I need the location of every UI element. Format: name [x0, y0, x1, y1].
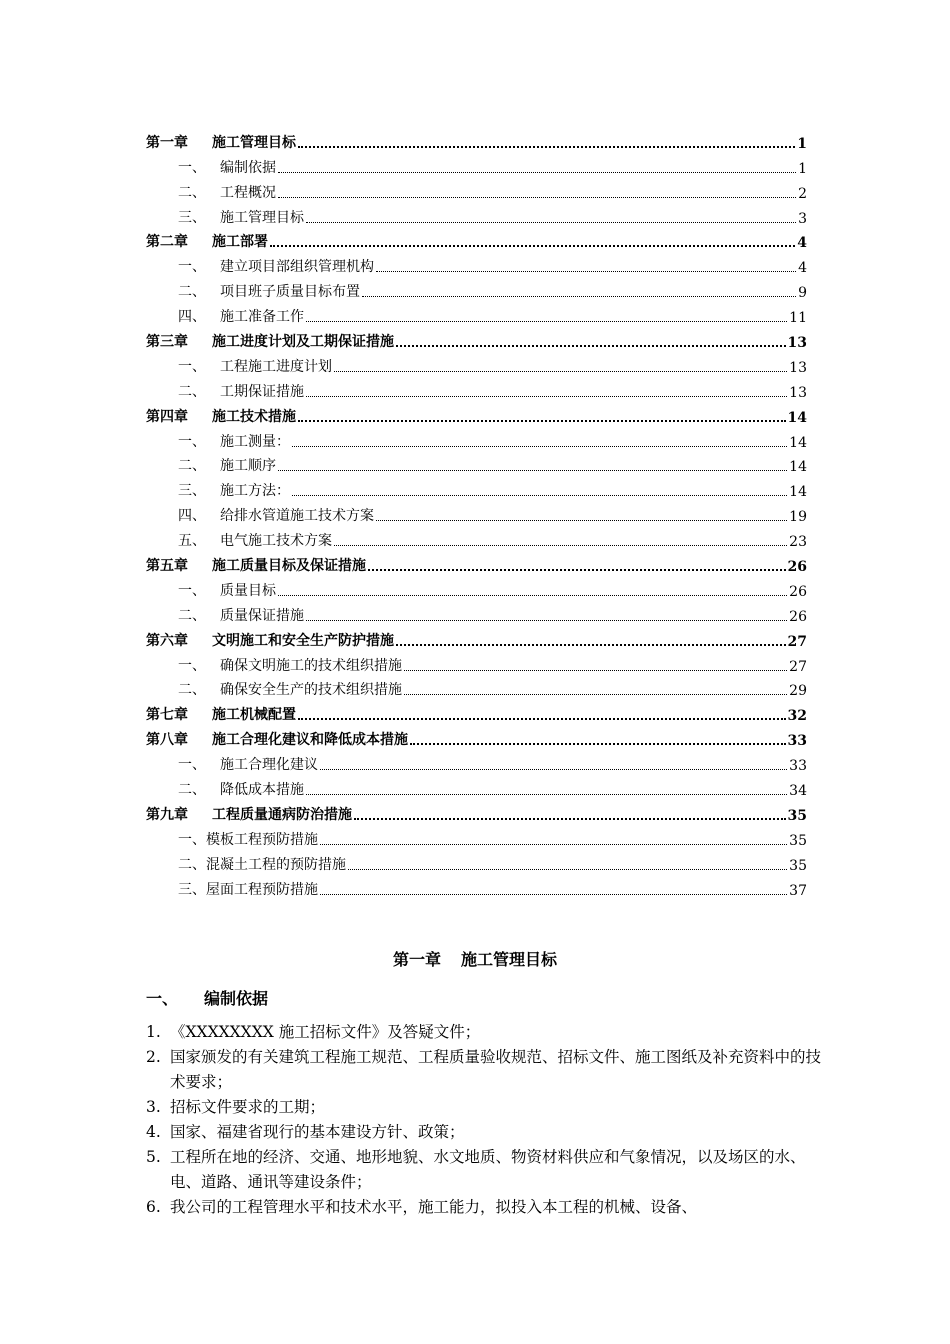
toc-entry-number: 三、: [178, 209, 206, 226]
toc-section-entry[interactable]: [146, 874, 807, 899]
toc-entry-page: 14: [789, 434, 807, 451]
toc-dot-leader: [298, 718, 786, 720]
toc-chapter-entry[interactable]: [146, 625, 807, 650]
toc-dot-leader: [320, 894, 787, 895]
toc-entry-number: 二、: [178, 607, 206, 624]
toc-entry-title: 工期保证措施: [220, 383, 304, 400]
toc-entry-title: 施工准备工作: [220, 309, 304, 326]
toc-entry-number: 第九章: [146, 806, 188, 823]
toc-section-entry[interactable]: [146, 202, 807, 227]
toc-entry-title: 施工合理化建议和降低成本措施: [212, 732, 408, 749]
toc-entry-page: 13: [789, 359, 807, 376]
toc-dot-leader: [404, 694, 787, 695]
toc-dot-leader: [354, 818, 786, 820]
toc-dot-leader: [278, 172, 796, 173]
toc-entry-page: 26: [789, 583, 807, 600]
chapter-title: 施工管理目标: [461, 950, 558, 969]
chapter-heading: [0, 947, 950, 970]
toc-section-entry[interactable]: [146, 650, 807, 675]
toc-entry-number: 第一章: [146, 134, 188, 151]
toc-entry-number: 四、: [178, 309, 206, 326]
toc-entry-number: 第四章: [146, 408, 188, 425]
toc-entry-page: 23: [789, 534, 807, 551]
toc-entry-number: 第六章: [146, 632, 188, 649]
toc-entry-title: 工程质量通病防治措施: [212, 806, 352, 823]
toc-entry-number: 三、: [178, 483, 206, 500]
toc-dot-leader: [278, 595, 787, 596]
list-item: [146, 1095, 826, 1120]
toc-chapter-entry[interactable]: [146, 799, 807, 824]
list-item-text: 工程所在地的经济、交通、地形地貌、水文地质、物资材料供应和气象情况，以及场区的水、电、道路、通讯等建设条件；: [170, 1148, 806, 1191]
toc-entry-page: 4: [798, 260, 807, 277]
toc-entry-title: 施工合理化建议: [220, 757, 318, 774]
toc-section-entry[interactable]: [146, 351, 807, 376]
toc-dot-leader: [320, 769, 787, 770]
toc-dot-leader: [320, 844, 787, 845]
list-item-number: 5.: [146, 1148, 161, 1166]
toc-entry-number: 第八章: [146, 732, 188, 749]
toc-section-entry[interactable]: [146, 774, 807, 799]
toc-entry-number: 第五章: [146, 558, 188, 575]
toc-dot-leader: [306, 396, 787, 397]
basis-list: [146, 1020, 826, 1220]
toc-dot-leader: [362, 296, 796, 297]
toc-section-entry[interactable]: [146, 824, 807, 849]
toc-entry-title: 电气施工技术方案: [220, 533, 332, 550]
toc-entry-number: 二、: [178, 682, 206, 699]
toc-entry-title: 工程概况: [220, 184, 276, 201]
chapter-number: 第一章: [392, 950, 441, 969]
toc-dot-leader: [396, 345, 786, 347]
toc-entry-number: 一、: [178, 657, 206, 674]
toc-entry-page: 9: [798, 285, 807, 302]
toc-section-entry[interactable]: [146, 301, 807, 326]
toc-dot-leader: [306, 620, 787, 621]
toc-entry-number: 一、: [178, 757, 206, 774]
toc-entry-page: 33: [789, 758, 807, 775]
toc-section-entry[interactable]: [146, 600, 807, 625]
toc-entry-page: 1: [798, 160, 807, 177]
toc-entry-number: 第七章: [146, 707, 188, 724]
toc-dot-leader: [278, 197, 796, 198]
toc-chapter-entry[interactable]: [146, 550, 807, 575]
toc-entry-number: 一、: [178, 831, 206, 848]
toc-section-entry[interactable]: [146, 525, 807, 550]
toc-entry-page: 19: [789, 509, 807, 526]
toc-entry-title: 施工质量目标及保证措施: [212, 558, 366, 575]
toc-dot-leader: [368, 569, 786, 571]
toc-entry-number: 一、: [178, 358, 206, 375]
toc-section-entry[interactable]: [146, 276, 807, 301]
toc-entry-page: 26: [787, 559, 807, 576]
list-item-number: 6.: [146, 1198, 161, 1216]
toc-dot-leader: [306, 321, 787, 322]
toc-entry-number: 五、: [178, 533, 206, 550]
toc-entry-number: 二、: [178, 284, 206, 301]
toc-dot-leader: [270, 245, 795, 247]
toc-entry-page: 26: [789, 608, 807, 625]
toc-section-entry[interactable]: [146, 251, 807, 276]
toc-section-entry[interactable]: [146, 500, 807, 525]
toc-entry-title: 质量保证措施: [220, 607, 304, 624]
toc-chapter-entry[interactable]: [146, 699, 807, 724]
toc-entry-title: 施工部署: [212, 234, 268, 251]
toc-dot-leader: [298, 420, 786, 422]
toc-entry-title: 施工管理目标: [220, 209, 304, 226]
toc-chapter-entry[interactable]: [146, 724, 807, 749]
toc-chapter-entry[interactable]: [146, 127, 807, 152]
toc-entry-page: 11: [789, 310, 807, 327]
list-item-number: 2.: [146, 1048, 161, 1066]
toc-entry-page: 32: [787, 708, 807, 725]
toc-entry-number: 第二章: [146, 234, 188, 251]
toc-entry-title: 给排水管道施工技术方案: [220, 508, 374, 525]
section-number: 一、: [146, 989, 179, 1008]
toc-dot-leader: [306, 222, 796, 223]
toc-section-entry[interactable]: [146, 152, 807, 177]
list-item: [146, 1045, 826, 1095]
section-heading: [146, 986, 268, 1009]
toc-dot-leader: [278, 470, 787, 471]
toc-entry-number: 二、: [178, 856, 206, 873]
toc-entry-page: 37: [789, 882, 807, 899]
list-item-number: 4.: [146, 1123, 161, 1141]
toc-entry-number: 二、: [178, 458, 206, 475]
list-item-text: 国家颁发的有关建筑工程施工规范、工程质量验收规范、招标文件、施工图纸及补充资料中的技术要求；: [170, 1048, 822, 1091]
toc-entry-page: 33: [787, 733, 807, 750]
toc-entry-title: 施工方法：: [220, 483, 290, 500]
toc-entry-page: 29: [789, 683, 807, 700]
list-item: [146, 1020, 826, 1045]
toc-dot-leader: [306, 794, 787, 795]
list-item: [146, 1145, 826, 1195]
toc-entry-page: 13: [787, 335, 807, 352]
toc-entry-title: 编制依据: [220, 159, 276, 176]
toc-entry-page: 35: [789, 857, 807, 874]
section-title: 编制依据: [204, 989, 269, 1008]
toc-chapter-entry[interactable]: [146, 401, 807, 426]
list-item-text: 《XXXXXXXX 施工招标文件》及答疑文件；: [170, 1023, 481, 1041]
toc-dot-leader: [410, 743, 786, 745]
toc-entry-page: 1: [797, 135, 807, 152]
toc-entry-page: 3: [798, 210, 807, 227]
toc-entry-number: 二、: [178, 383, 206, 400]
list-item-text: 招标文件要求的工期；: [170, 1098, 326, 1116]
toc-section-entry[interactable]: [146, 675, 807, 700]
toc-entry-page: 35: [787, 807, 807, 824]
toc-dot-leader: [348, 869, 787, 870]
list-item-text: 我公司的工程管理水平和技术水平，施工能力，拟投入本工程的机械、设备、: [170, 1198, 698, 1216]
toc-entry-title: 施工机械配置: [212, 707, 296, 724]
toc-entry-title: 模板工程预防措施: [206, 831, 318, 848]
toc-entry-title: 施工顺序: [220, 458, 276, 475]
toc-entry-page: 27: [789, 658, 807, 675]
toc-entry-number: 一、: [178, 159, 206, 176]
toc-section-entry[interactable]: [146, 451, 807, 476]
toc-dot-leader: [298, 146, 795, 148]
toc-entry-number: 三、: [178, 881, 206, 898]
toc-entry-number: 一、: [178, 433, 206, 450]
table-of-contents: [146, 127, 807, 899]
toc-entry-title: 质量目标: [220, 582, 276, 599]
toc-entry-page: 2: [798, 185, 807, 202]
toc-entry-page: 35: [789, 832, 807, 849]
toc-section-entry[interactable]: [146, 575, 807, 600]
toc-chapter-entry[interactable]: [146, 227, 807, 252]
toc-entry-title: 施工进度计划及工期保证措施: [212, 334, 394, 351]
toc-dot-leader: [334, 545, 787, 546]
toc-entry-number: 一、: [178, 259, 206, 276]
toc-section-entry[interactable]: [146, 749, 807, 774]
toc-dot-leader: [376, 271, 796, 272]
list-item: [146, 1120, 826, 1145]
toc-dot-leader: [404, 670, 787, 671]
toc-section-entry[interactable]: [146, 426, 807, 451]
list-item-number: 3.: [146, 1098, 161, 1116]
toc-entry-title: 混凝土工程的预防措施: [206, 856, 346, 873]
toc-entry-number: 二、: [178, 782, 206, 799]
toc-entry-page: 14: [789, 459, 807, 476]
toc-entry-title: 施工管理目标: [212, 134, 296, 151]
toc-entry-page: 27: [787, 633, 807, 650]
list-item: [146, 1195, 826, 1220]
toc-entry-title: 施工技术措施: [212, 408, 296, 425]
toc-dot-leader: [376, 520, 787, 521]
toc-entry-title: 确保安全生产的技术组织措施: [220, 682, 402, 699]
toc-entry-title: 文明施工和安全生产防护措施: [212, 632, 394, 649]
toc-section-entry[interactable]: [146, 849, 807, 874]
toc-dot-leader: [334, 371, 787, 372]
toc-entry-title: 工程施工进度计划: [220, 358, 332, 375]
toc-entry-number: 第三章: [146, 334, 188, 351]
toc-entry-page: 14: [789, 484, 807, 501]
toc-entry-number: 四、: [178, 508, 206, 525]
toc-entry-title: 确保文明施工的技术组织措施: [220, 657, 402, 674]
list-item-number: 1.: [146, 1023, 161, 1041]
toc-entry-title: 降低成本措施: [220, 782, 304, 799]
toc-dot-leader: [396, 644, 786, 646]
toc-dot-leader: [292, 495, 787, 496]
toc-entry-title: 施工测量：: [220, 433, 290, 450]
toc-entry-title: 项目班子质量目标布置: [220, 284, 360, 301]
toc-entry-page: 34: [789, 783, 807, 800]
toc-entry-page: 13: [789, 384, 807, 401]
toc-entry-number: 一、: [178, 582, 206, 599]
toc-dot-leader: [292, 446, 787, 447]
list-item-text: 国家、福建省现行的基本建设方针、政策；: [170, 1123, 465, 1141]
toc-entry-page: 4: [797, 235, 807, 252]
toc-entry-title: 屋面工程预防措施: [206, 881, 318, 898]
toc-section-entry[interactable]: [146, 475, 807, 500]
toc-chapter-entry[interactable]: [146, 326, 807, 351]
toc-entry-number: 二、: [178, 184, 206, 201]
toc-section-entry[interactable]: [146, 376, 807, 401]
toc-entry-page: 14: [787, 409, 807, 426]
toc-entry-title: 建立项目部组织管理机构: [220, 259, 374, 276]
toc-section-entry[interactable]: [146, 177, 807, 202]
